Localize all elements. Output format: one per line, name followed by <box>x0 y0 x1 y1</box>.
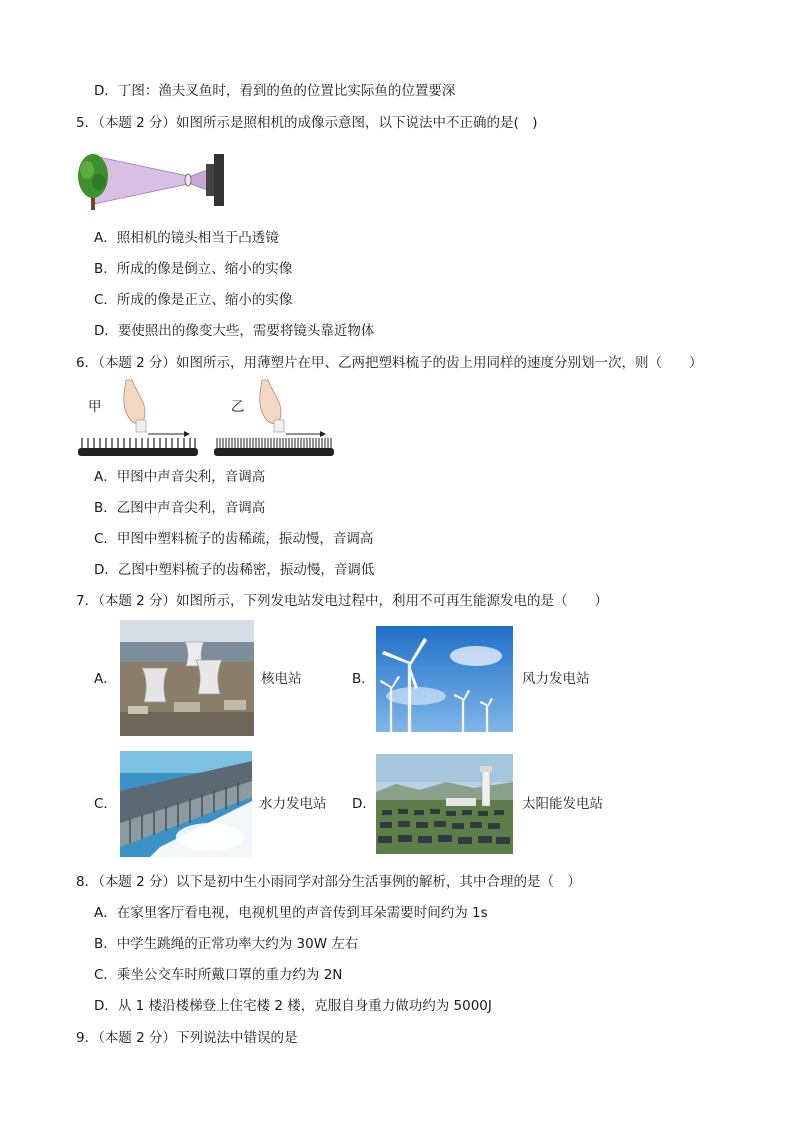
q8-option-d: D．从 1 楼沿楼梯登上住宅楼 2 楼，克服自身重力做功约为 5000J <box>94 998 492 1014</box>
q4-option-d: D．丁图：渔夫叉鱼时，看到的鱼的位置比实际鱼的位置要深 <box>94 83 456 99</box>
q9-stem: 9．（本题 2 分）下列说法中错误的是 <box>76 1030 298 1046</box>
camera-body-icon <box>206 164 214 196</box>
q8-stem: 8．（本题 2 分）以下是初中生小雨同学对部分生活事例的解析，其中合理的是（ ） <box>76 874 582 890</box>
q5-option-b: B．所成的像是倒立、缩小的实像 <box>94 261 293 277</box>
q5-option-a: A．照相机的镜头相当于凸透镜 <box>94 230 279 246</box>
q7-choice-c-letter: C． <box>94 796 117 812</box>
q8-option-c: C．乘坐公交车时所戴口罩的重力约为 2N <box>94 967 343 983</box>
comb-yi <box>214 438 334 456</box>
q6-stem: 6．（本题 2 分）如图所示，用薄塑片在甲、乙两把塑料梳子的齿上用同样的速度分别划一次，则（ ） <box>76 355 703 371</box>
q7-choice-b-label: 风力发电站 <box>522 671 590 687</box>
q7-choice-a-letter: A． <box>94 671 117 687</box>
q6-option-b: B．乙图中声音尖利，音调高 <box>94 500 266 516</box>
q6-option-d: D．乙图中塑料梳子的齿稀密，振动慢，音调低 <box>94 562 375 578</box>
q7-choice-c-label: 水力发电站 <box>259 796 327 812</box>
comb-jia <box>78 438 198 456</box>
q5-option-c: C．所成的像是正立、缩小的实像 <box>94 292 293 308</box>
comb-figure <box>76 378 338 460</box>
q7-choice-b-letter: B． <box>352 671 375 687</box>
nuclear-plant-image <box>120 620 254 736</box>
solar-plant-image <box>376 754 513 854</box>
camera-imaging-figure <box>76 150 236 216</box>
wind-farm-image <box>376 626 513 732</box>
hand-icon-jia <box>124 380 146 432</box>
q6-option-a: A．甲图中声音尖利，音调高 <box>94 469 266 485</box>
light-beam-cone <box>94 156 188 204</box>
q5-stem: 5．（本题 2 分）如图所示是照相机的成像示意图，以下说法中不正确的是( ) <box>76 115 538 131</box>
hand-icon-yi <box>260 380 284 432</box>
lens-icon <box>185 174 191 186</box>
q7-choice-a-label: 核电站 <box>261 671 302 687</box>
arrow-right-icon <box>320 431 326 437</box>
arrow-right-icon <box>184 431 190 437</box>
q6-option-c: C．甲图中塑料梳子的齿稀疏，振动慢，音调高 <box>94 531 374 547</box>
comb-label-jia: 甲 <box>88 399 102 415</box>
comb-label-yi: 乙 <box>231 399 245 415</box>
q5-option-d: D．要使照出的像变大些，需要将镜头靠近物体 <box>94 323 375 339</box>
q8-option-a: A．在家里客厅看电视，电视机里的声音传到耳朵需要时间约为 1s <box>94 905 488 921</box>
q8-option-b: B．中学生跳绳的正常功率大约为 30W 左右 <box>94 936 359 952</box>
hydro-dam-image <box>120 751 252 857</box>
q7-choice-d-label: 太阳能发电站 <box>522 796 603 812</box>
q7-stem: 7．（本题 2 分）如图所示，下列发电站发电过程中，利用不可再生能源发电的是（ ） <box>76 593 609 609</box>
q7-choice-d-letter: D． <box>352 796 376 812</box>
